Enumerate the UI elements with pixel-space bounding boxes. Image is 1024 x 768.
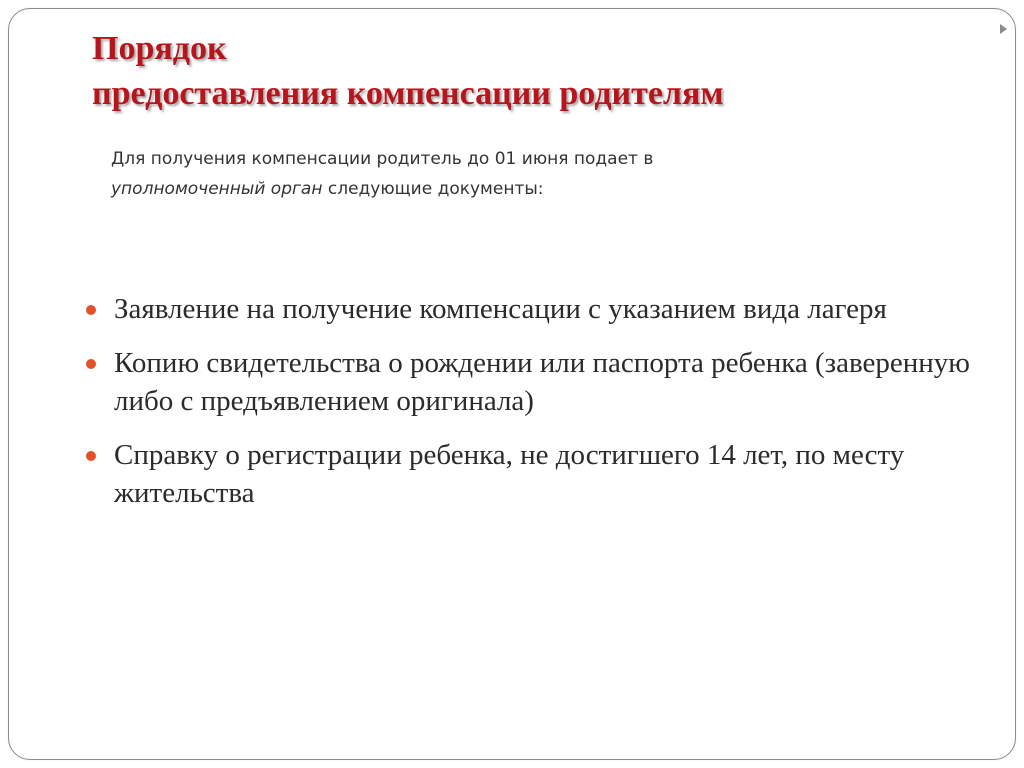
- list-item-text: Копию свидетельства о рождении или паспорта ребенка (заверенную либо с предъявлением оригинала): [114, 347, 970, 417]
- corner-arrow-icon: [1000, 24, 1007, 34]
- intro-part-2: следующие документы:: [322, 179, 544, 199]
- list-item: [86, 436, 986, 512]
- slide-title: [92, 26, 724, 116]
- bullet-icon: [86, 451, 96, 461]
- document-list: [86, 290, 986, 528]
- title-line-2: предоставления компенсации родителям: [92, 75, 724, 112]
- list-item: [86, 344, 986, 420]
- bullet-icon: [86, 359, 96, 369]
- bullet-icon: [86, 305, 96, 315]
- list-item-text: Заявление на получение компенсации с указанием вида лагеря: [114, 293, 887, 325]
- intro-part-1: Для получения компенсации родитель до 01 июня подает в: [111, 149, 654, 169]
- intro-text: [111, 144, 871, 204]
- list-item: [86, 290, 986, 328]
- title-line-1: Порядок: [92, 30, 227, 67]
- list-item-text: Справку о регистрации ребенка, не достигшего 14 лет, по месту жительства: [114, 439, 905, 509]
- intro-italic: уполномоченный орган: [111, 179, 323, 199]
